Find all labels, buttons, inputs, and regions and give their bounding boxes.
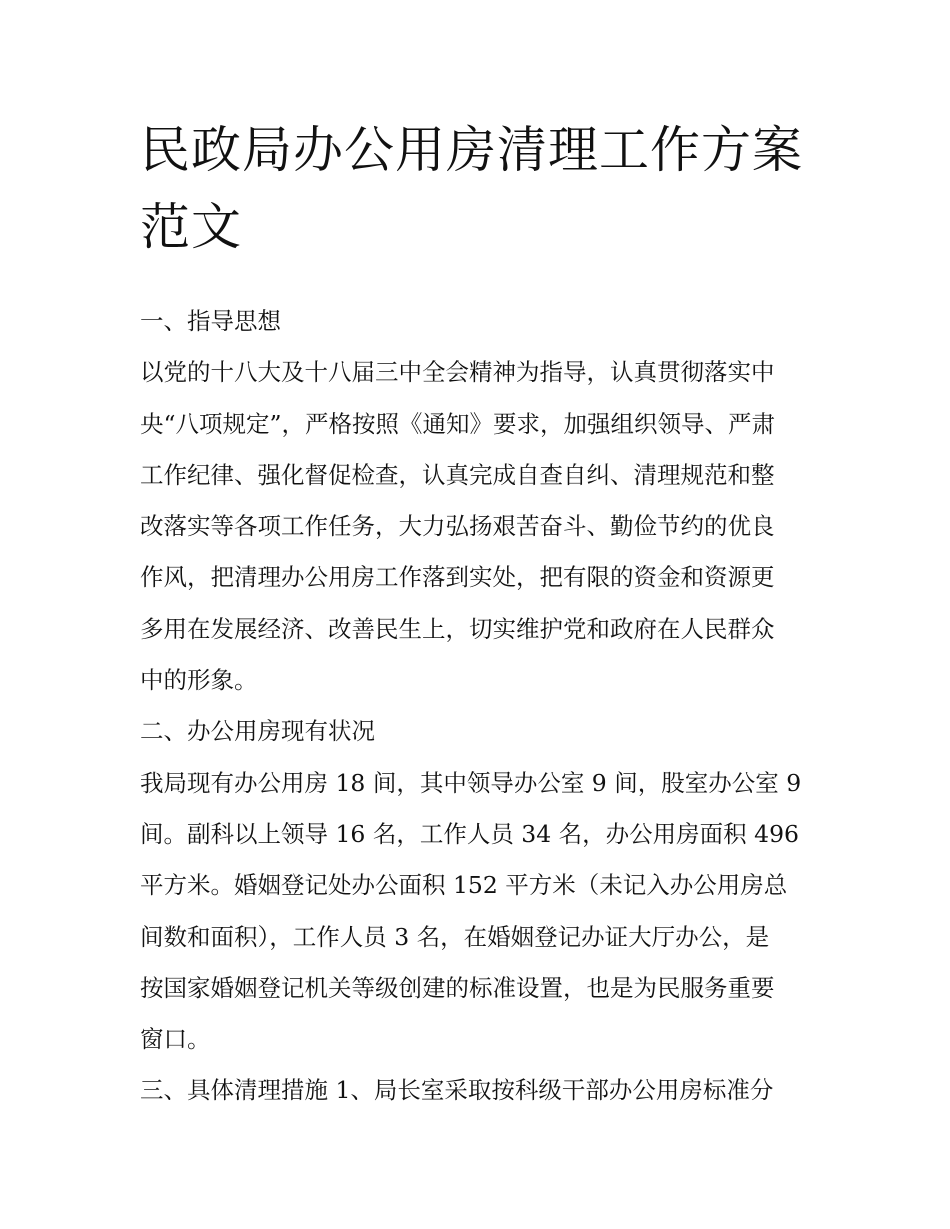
document-page xyxy=(140,112,820,1117)
paragraph-line: 多用在发展经济、改善民生上，切实维护党和政府在人民群众 xyxy=(140,614,775,643)
section-guiding-ideology xyxy=(140,296,820,706)
paragraph-line: 我局现有办公用房 18 间，其中领导办公室 9 间，股室办公室 9 xyxy=(140,768,802,797)
paragraph-line: 间。副科以上领导 16 名，工作人员 34 名，办公用房面积 496 xyxy=(140,819,800,848)
paragraph-line: 中的形象。 xyxy=(140,666,258,695)
paragraph-line: 以党的十八大及十八届三中全会精神为指导，认真贯彻落实中 xyxy=(140,358,775,387)
paragraph-line: 改落实等各项工作任务，大力弘扬艰苦奋斗、勤俭节约的优良 xyxy=(140,512,775,541)
paragraph-line: 按国家婚姻登记机关等级创建的标准设置，也是为民服务重要 xyxy=(140,973,775,1002)
section-cleanup-measures xyxy=(140,1065,820,1116)
section-heading: 三、具体清理措施 1、局长室采取按科级干部办公用房标准分 xyxy=(140,1076,774,1105)
paragraph-line: 央“八项规定”，严格按照《通知》要求，加强组织领导、严肃 xyxy=(140,409,776,438)
section-heading: 一、指导思想 xyxy=(140,307,281,335)
paragraph-line: 工作纪律、强化督促检查，认真完成自查自纠、清理规范和整 xyxy=(140,460,775,489)
paragraph-line: 作风，把清理办公用房工作落到实处，把有限的资金和资源更 xyxy=(140,563,775,592)
paragraph-line: 间数和面积），工作人员 3 名，在婚姻登记办证大厅办公，是 xyxy=(140,922,770,951)
section-current-status xyxy=(140,706,820,1065)
title-line: 民政局办公用房清理工作方案 xyxy=(140,121,803,179)
paragraph-line: 窗口。 xyxy=(140,1025,211,1054)
paragraph-line: 平方米。婚姻登记处办公面积 152 平方米（未记入办公用房总 xyxy=(140,871,788,900)
title-line: 范文 xyxy=(140,198,242,256)
section-heading: 二、办公用房现有状况 xyxy=(140,717,375,746)
document-title xyxy=(140,112,820,266)
